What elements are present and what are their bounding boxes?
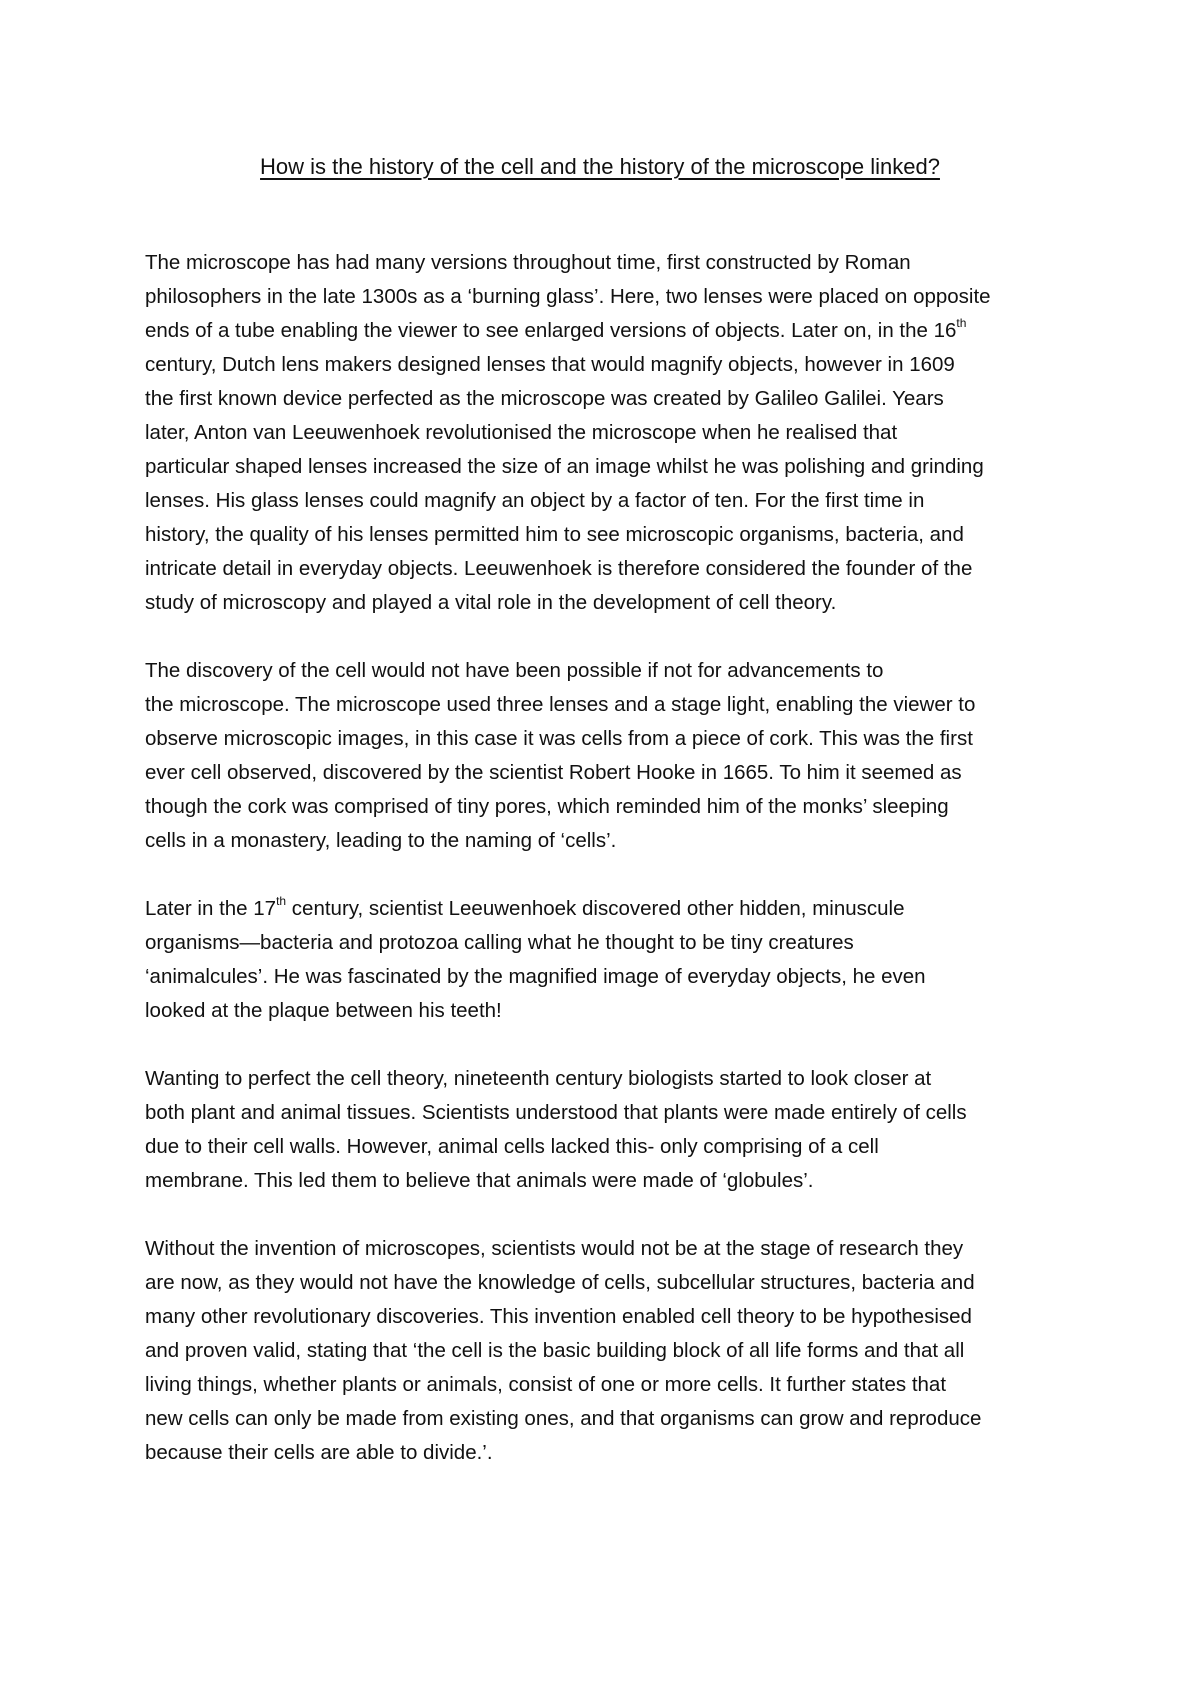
- text-line: cells in a monastery, leading to the naming of ‘cells’.: [145, 829, 617, 852]
- document-title: How is the history of the cell and the history of the microscope linked?: [260, 154, 940, 179]
- text-line: are now, as they would not have the knowledge of cells, subcellular structures, bacteria and: [145, 1271, 975, 1294]
- text-line: philosophers in the late 1300s as a ‘burning glass’. Here, two lenses were placed on opposite: [145, 285, 991, 308]
- text-line: ever cell observed, discovered by the scientist Robert Hooke in 1665. To him it seemed as: [145, 761, 962, 784]
- ordinal-superscript: th: [276, 894, 287, 909]
- paragraph: [145, 246, 1085, 620]
- text-line: the first known device perfected as the microscope was created by Galileo Galilei. Years: [145, 387, 944, 410]
- line-text-continued: century, scientist Leeuwenhoek discovered other hidden, minuscule: [286, 897, 905, 920]
- text-line: because their cells are able to divide.’.: [145, 1441, 493, 1464]
- text-line: The discovery of the cell would not have been possible if not for advancements to: [145, 659, 884, 682]
- text-line: The microscope has had many versions throughout time, first constructed by Roman: [145, 251, 911, 274]
- paragraph: [145, 654, 1085, 858]
- text-line: the microscope. The microscope used three lenses and a stage light, enabling the viewer to: [145, 693, 976, 716]
- text-line: history, the quality of his lenses permitted him to see microscopic organisms, bacteria, and: [145, 523, 964, 546]
- text-line: [145, 314, 1085, 348]
- line-text: ends of a tube enabling the viewer to see enlarged versions of objects. Later on, in the 16: [145, 319, 957, 342]
- document-body: [145, 246, 1085, 1504]
- text-line: and proven valid, stating that ‘the cell is the basic building block of all life forms and that all: [145, 1339, 965, 1362]
- text-line: membrane. This led them to believe that animals were made of ‘globules’.: [145, 1169, 814, 1192]
- text-line: both plant and animal tissues. Scientists understood that plants were made entirely of cells: [145, 1101, 967, 1124]
- text-line: study of microscopy and played a vital role in the development of cell theory.: [145, 591, 837, 614]
- text-line: lenses. His glass lenses could magnify an object by a factor of ten. For the first time in: [145, 489, 925, 512]
- paragraph: [145, 1232, 1085, 1470]
- text-line: ‘animalcules’. He was fascinated by the magnified image of everyday objects, he even: [145, 965, 926, 988]
- text-line: living things, whether plants or animals, consist of one or more cells. It further states that: [145, 1373, 947, 1396]
- text-line: organisms—bacteria and protozoa calling what he thought to be tiny creatures: [145, 931, 854, 954]
- text-line: later, Anton van Leeuwenhoek revolutionised the microscope when he realised that: [145, 421, 898, 444]
- text-line: century, Dutch lens makers designed lenses that would magnify objects, however in 1609: [145, 353, 955, 376]
- text-line: new cells can only be made from existing ones, and that organisms can grow and reproduce: [145, 1407, 982, 1430]
- text-line: [145, 892, 1085, 926]
- line-text: Later in the 17: [145, 897, 277, 920]
- text-line: though the cork was comprised of tiny pores, which reminded him of the monks’ sleeping: [145, 795, 949, 818]
- ordinal-superscript: th: [956, 316, 967, 331]
- text-line: intricate detail in everyday objects. Leeuwenhoek is therefore considered the founder of the: [145, 557, 973, 580]
- paragraph: [145, 892, 1085, 1028]
- text-line: Without the invention of microscopes, scientists would not be at the stage of research they: [145, 1237, 964, 1260]
- text-line: particular shaped lenses increased the size of an image whilst he was polishing and grinding: [145, 455, 984, 478]
- paragraph: [145, 1062, 1085, 1198]
- text-line: due to their cell walls. However, animal cells lacked this- only comprising of a cell: [145, 1135, 879, 1158]
- text-line: Wanting to perfect the cell theory, nineteenth century biologists started to look closer at: [145, 1067, 932, 1090]
- text-line: observe microscopic images, in this case it was cells from a piece of cork. This was the first: [145, 727, 973, 750]
- text-line: looked at the plaque between his teeth!: [145, 999, 502, 1022]
- text-line: many other revolutionary discoveries. This invention enabled cell theory to be hypothesised: [145, 1305, 972, 1328]
